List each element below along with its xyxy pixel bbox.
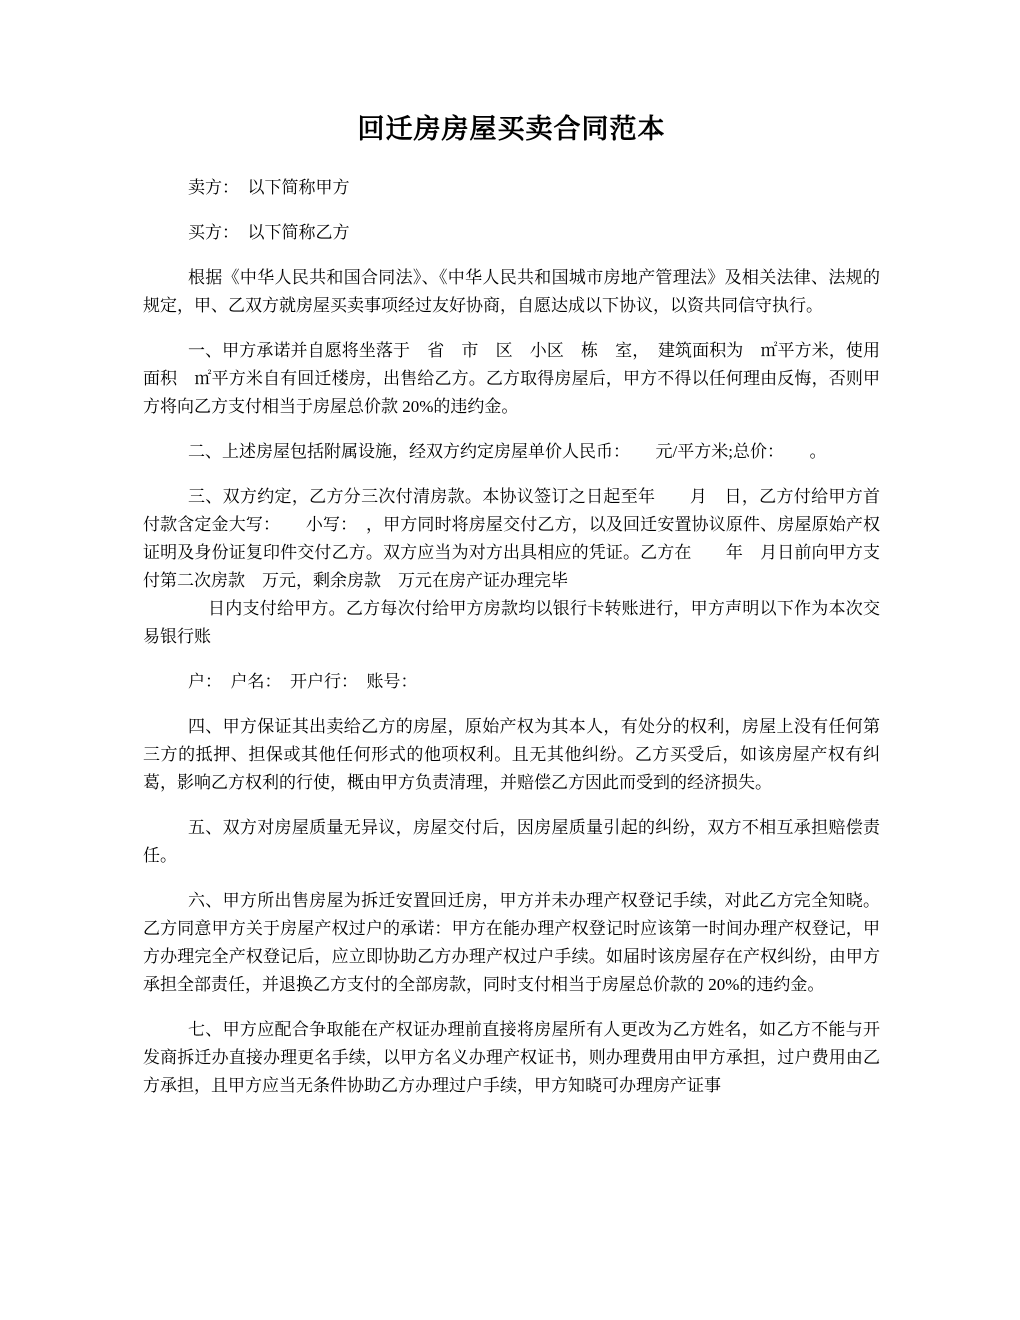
preamble-paragraph: 根据《中华人民共和国合同法》、《中华人民共和国城市房地产管理法》及相关法律、法规的规定，甲、乙双方就房屋买卖事项经过友好协商，自愿达成以下协议，以资共同信守执行。 <box>143 268 880 315</box>
bank-account-line: 户： 户名： 开户行： 账号： <box>188 672 418 691</box>
contract-clause-3: 三、双方约定，乙方分三次付清房款。本协议签订之日起至年 月 日，乙方付给甲方首付款含定金大写： 小写： ，甲方同时将房屋交付乙方，以及回迁安置协议原件、房屋原始产权证明及身份证复印件交付乙方。双方应当为对方出具相应的凭证。乙方在 年 月日前向甲方支付第二次房款 万元，剩余房款 万元在房产证办理完毕 <box>143 487 880 590</box>
contract-clause-3-continuation: 日内支付给甲方。乙方每次付给甲方房款均以银行卡转账进行，甲方声明以下作为本次交易银行账 <box>143 599 880 646</box>
contract-clause-1: 一、甲方承诺并自愿将坐落于 省 市 区 小区 栋 室， 建筑面积为 ㎡平方米，使用面积 ㎡平方米自有回迁楼房，出售给乙方。乙方取得房屋后，甲方不得以任何理由反悔，否则甲方将向乙方支付相当于房屋总价款 20%的违约金。 <box>143 341 880 416</box>
contract-clause-6: 六、甲方所出售房屋为拆迁安置回迁房，甲方并未办理产权登记手续，对此乙方完全知晓。乙方同意甲方关于房屋产权过户的承诺：甲方在能办理产权登记时应该第一时间办理产权登记，甲方办理完全产权登记后，应立即协助乙方办理产权过户手续。如届时该房屋存在产权纠纷，由甲方承担全部责任，并退换乙方支付的全部房款，同时支付相当于房屋总价款的 20%的违约金。 <box>143 891 880 994</box>
seller-line: 卖方： 以下简称甲方 <box>188 178 350 197</box>
contract-clause-2: 二、上述房屋包括附属设施，经双方约定房屋单价人民币： 元/平方米;总价： 。 <box>188 442 827 461</box>
contract-clause-4: 四、甲方保证其出卖给乙方的房屋，原始产权为其本人，有处分的权利，房屋上没有任何第三方的抵押、担保或其他任何形式的他项权利。且无其他纠纷。乙方买受后，如该房屋产权有纠葛，影响乙方权利的行使，概由甲方负责清理，并赔偿乙方因此而受到的经济损失。 <box>143 717 880 792</box>
buyer-line: 买方： 以下简称乙方 <box>188 223 350 242</box>
document-title: 回迁房房屋买卖合同范本 <box>357 114 666 144</box>
contract-clause-5: 五、双方对房屋质量无异议，房屋交付后，因房屋质量引起的纠纷，双方不相互承担赔偿责任。 <box>143 818 880 865</box>
contract-clause-7: 七、甲方应配合争取能在产权证办理前直接将房屋所有人更改为乙方姓名，如乙方不能与开发商拆迁办直接办理更名手续，以甲方名义办理产权证书，则办理费用由甲方承担，过户费用由乙方承担，且甲方应当无条件协助乙方办理过户手续，甲方知晓可办理房产证事 <box>143 1020 880 1095</box>
